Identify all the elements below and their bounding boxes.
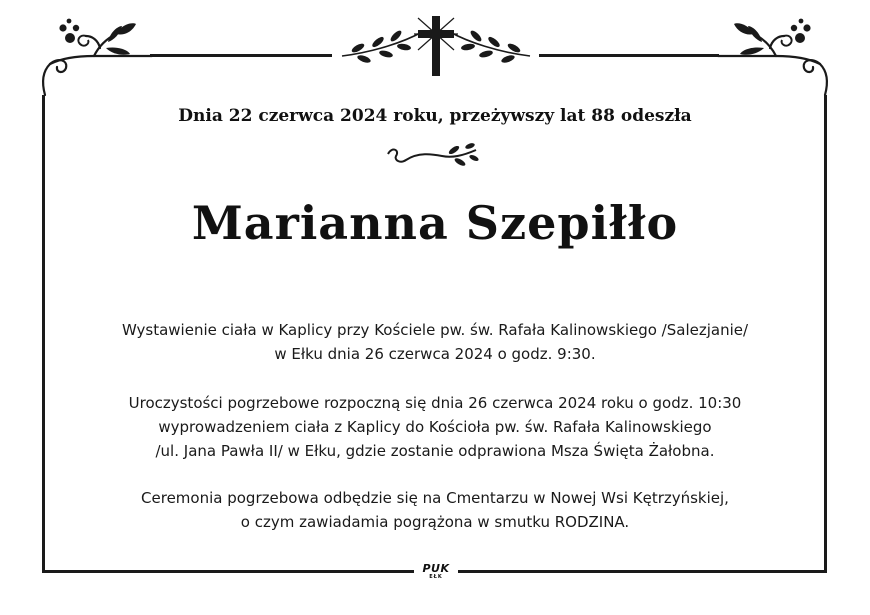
logo-main-text: PUK [422, 562, 450, 575]
flourish-corner-left-icon [36, 14, 154, 98]
leaf-sprig-divider-icon [384, 140, 486, 170]
paragraph-line: Uroczystości pogrzebowe rozpoczną się dnia 26 czerwca 2024 roku o godz. 10:30 [128, 394, 742, 412]
frame-right-border [824, 95, 827, 572]
puk-elk-logo [414, 563, 458, 583]
paragraph-line: o czym zawiadamia pogrążona w smutku RODZINA. [240, 513, 630, 531]
deceased-name: Marianna Szepiłło [191, 196, 679, 250]
frame-bottom-border-left [42, 570, 414, 573]
cross-with-laurel-icon [334, 12, 538, 80]
paragraph-line: Ceremonia pogrzebowa odbędzie się na Cmentarzu w Nowej Wsi Kętrzyńskiej, [141, 489, 729, 507]
logo-sub-text: EŁK [429, 574, 443, 580]
paragraph-line: Wystawienie ciała w Kaplicy przy Kościele pw. św. Rafała Kalinowskiego /Salezjanie/ [121, 321, 749, 339]
top-rule-right [539, 54, 719, 57]
frame-bottom-border-right [458, 570, 827, 573]
flourish-corner-right-icon [716, 14, 834, 98]
death-announcement-headline: Dnia 22 czerwca 2024 roku, przeżywszy lat 88 odeszła [178, 106, 692, 126]
frame-left-border [42, 95, 45, 572]
viewing-paragraph [60, 318, 810, 366]
paragraph-line: wyprowadzeniem ciała z Kaplicy do Kościoła pw. św. Rafała Kalinowskiego [158, 418, 712, 436]
top-rule-left [150, 54, 332, 57]
paragraph-line: /ul. Jana Pawła II/ w Ełku, gdzie zostanie odprawiona Msza Święta Żałobna. [155, 442, 715, 460]
paragraph-line: w Ełku dnia 26 czerwca 2024 o godz. 9:30. [274, 345, 596, 363]
funeral-ceremony-paragraph [60, 391, 810, 463]
burial-paragraph [60, 486, 810, 534]
